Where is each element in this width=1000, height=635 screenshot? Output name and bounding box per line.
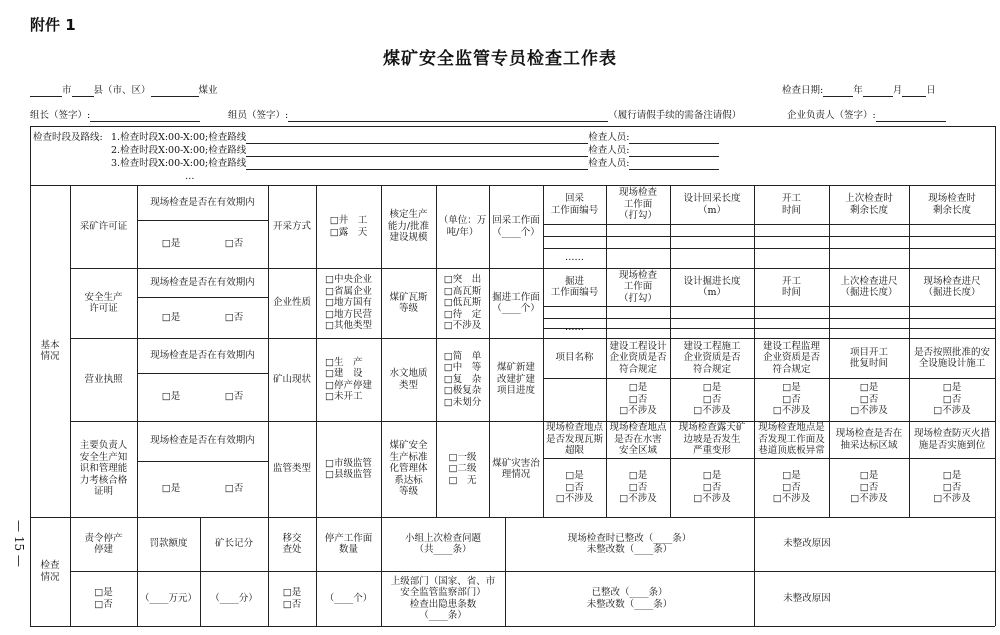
member-signature: 组员（签字）: （履行请假手续的需备注请假） [228,110,742,121]
upper-dept-issues-text: 上级部门（国家、省、市 安全监管监察部门） 检查出隐患条数 （____条） [390,575,496,621]
ellipsis-text: …… [565,252,584,264]
triple-option [543,458,606,517]
license-name-text: 主要负责人 安全生产知 识和管理能 力考核合格 证明 [79,440,128,498]
driving-col-header [543,268,606,306]
hazard-col-header-text: 现场检查地点是 否发现工作面及 巷道顶底板异常 [758,422,825,457]
attribute-label [268,268,316,338]
license-name-text: 安全生产 许可证 [84,291,123,314]
hydro-options-text: □简 单 □中 等 □复 杂 □极复杂 □未划分 [443,350,482,408]
project-col-header-text: 建设工程设计 企业资质是否 符合规定 [609,340,667,375]
driving-col-header-text: 设计掘进长度 （m） [683,275,741,298]
check-value-text: （____万元） [139,592,197,604]
triple-option [829,378,909,421]
yes-option [137,297,205,338]
attribute-label-text: 水文地质 类型 [389,368,428,391]
mining-col-header [829,185,909,224]
supervision-options [316,421,381,517]
routes-more: … [185,171,195,182]
gas-options-text: □突 出 □高瓦斯 □低瓦斯 □待 定 □不涉及 [443,274,482,332]
mining-col-header [670,185,754,224]
unrectified-reason-text: 未整改原因 [783,538,831,550]
attribute-label-text: 监管类型 [272,463,311,475]
triple-option-text: □是 □否 □不涉及 [555,470,594,505]
triple-option [670,378,754,421]
license-question [137,268,268,297]
mining-col-header-text: 上次检查时 剩余长度 [845,193,893,216]
attribute-label-text: 核定生产 能力/批准 建设规模 [387,209,430,244]
table-rule [543,236,995,237]
standard-options-text: □一级 □二级 □ 无 [448,451,477,486]
face-label-text: 掘进工作面 （____个） [492,291,540,314]
check-col-header-text: 罚款额度 [149,538,188,550]
field-rectification-text: 现场检查时已整改（____条） 未整改数（____条） [567,532,692,555]
face-label-text: 煤矿新建 改建扩建 项目进度 [496,362,535,397]
triple-option-text: □是 □否 □不涉及 [693,382,731,417]
leader-signature: 组长（签字）: [30,110,200,122]
no-option-text: □否 [224,391,244,403]
table-rule [543,224,995,225]
triple-option-text: □是 □否 □不涉及 [850,470,888,505]
hazard-col-header [543,421,606,458]
owner-signature: 企业负责人（签字）: [787,110,946,122]
table-rule [543,306,995,307]
status-options [316,338,381,421]
attachment-label: 附件 1 [30,16,76,34]
capacity-unit [436,185,489,268]
check-col-header-text: 停产工作面 数量 [324,532,373,555]
license-name-text: 采矿许可证 [79,220,128,232]
mining-col-header-text: 现场检查时 剩余长度 [928,193,976,216]
check-col-header [268,517,316,571]
license-question [137,185,268,220]
unrectified-reason-text: 未整改原因 [783,592,831,604]
capacity-unit-text: （单位：万 吨/年） [438,215,487,238]
triple-option-text: □是 □否 □不涉及 [772,470,811,505]
mining-col-header [754,185,829,224]
triple-option-text: □是 □否 □不涉及 [933,470,971,505]
triple-option-text: □是 □否 □不涉及 [619,470,657,505]
attribute-label [268,185,316,268]
mining-col-header [543,185,606,224]
attribute-label [268,338,316,421]
route-3: 3.检查时段X:00-X:00;检查路线 检查人员: [111,158,719,170]
project-col-header-text: 是否按照批准的安 全设施设计施工 [913,346,990,369]
project-col-header [829,338,909,378]
face-label-text: 煤矿灾害治 理情况 [492,457,540,480]
face-label [489,268,543,338]
face-label-text: 回采工作面 （____个） [492,215,540,238]
route-1: 1.检查时段X:00-X:00;检查路线 检查人员: [111,132,719,144]
route-2: 2.检查时段X:00-X:00;检查路线 检查人员: [111,145,719,157]
upper-dept-issues [381,571,505,626]
hazard-col-header-text: 现场检查地点 是否在水害 安全区域 [609,422,667,457]
face-label [489,338,543,421]
hazard-col-header [670,421,754,458]
status-options-text: □生 产 □建 设 □停产停建 □未开工 [325,356,372,402]
triple-option [754,458,829,517]
page-title: 煤矿安全监管专员检查工作表 [383,49,617,69]
yes-option [137,461,205,517]
header-location: 市 县（市、区） 煤业 [30,85,218,97]
mining-col-header-text: 开工 时间 [781,193,801,216]
project-col-header [670,338,754,378]
no-option [200,461,268,517]
check-value [268,571,316,626]
field-rectification [505,517,754,571]
project-col-header [754,338,829,378]
face-label [489,421,543,517]
license-question-text: 现场检查是否在有效期内 [150,435,255,447]
yes-option-text: □是 [161,311,181,323]
table-rule [543,248,995,249]
attribute-label [381,185,436,268]
triple-option [606,458,670,517]
triple-option [754,378,829,421]
group-last-issues [381,517,505,571]
driving-col-header-text: 上次检查进尺 （掘进长度） [840,275,898,298]
license-name [70,185,137,268]
check-col-header [137,517,200,571]
license-question [137,421,268,461]
basic-section-label-text: 基本 情况 [40,339,60,362]
hazard-col-header-text: 现场检查地点 是否发现瓦斯 超限 [545,422,603,457]
license-name [70,338,137,421]
mining-col-header-text: 设计回采长度 （m） [683,193,741,216]
driving-col-header [829,268,909,306]
project-col-header-text: 建设工程监理 企业资质是否 符合规定 [762,340,820,375]
no-option-text: □否 [224,311,244,323]
check-value [137,571,200,626]
rectified-count [505,571,754,626]
license-name-text: 营业执照 [84,373,123,385]
hazard-col-header-text: 现场检查露天矿 边坡是否发生 严重变形 [678,422,746,457]
rectified-count-text: 已整改（____条） 未整改数（____条） [586,587,673,610]
attribute-label [381,338,436,421]
yes-option-text: □是 [161,391,181,403]
inspection-date: 检查日期: 年 月 日 [782,85,936,96]
license-question-text: 现场检查是否在有效期内 [150,349,255,361]
check-value-text: （____个） [324,592,373,604]
table-rule [30,626,995,627]
hazard-col-header [606,421,670,458]
supervision-options-text: □市级监管 □县级监管 [325,457,372,480]
table-rule [543,328,995,329]
triple-option [909,458,995,517]
check-col-header-text: 矿长记分 [214,538,253,550]
no-option [200,220,268,268]
yes-option-text: □是 [161,238,181,250]
attribute-label-text: 煤矿瓦斯 等级 [389,291,428,314]
triple-option [829,458,909,517]
attribute-label [381,421,436,517]
hazard-col-header [909,421,995,458]
license-question [137,338,268,373]
group-last-issues-text: 小组上次检查问题 （共____条） [404,532,481,555]
yes-option [137,373,205,421]
driving-col-header [909,268,995,306]
check-section-label [30,517,70,626]
nature-options [316,268,381,338]
driving-col-header-text: 掘进 工作面编号 [550,275,599,298]
check-col-header-text: 责令停产 停建 [84,532,123,555]
mining-col-header [909,185,995,224]
license-name [70,268,137,338]
ellipsis [543,318,606,338]
project-col-header-text: 项目名称 [555,352,594,364]
no-option [200,373,268,421]
attribute-label [381,268,436,338]
check-value-text: □是 □否 [282,587,302,610]
mining-col-header [606,185,670,224]
check-value [316,571,381,626]
ellipsis-text: …… [565,322,584,334]
hazard-col-header [829,421,909,458]
project-col-header [909,338,995,378]
triple-option [606,378,670,421]
hazard-col-header-text: 现场检查防灭火措 施是否实施到位 [913,428,990,451]
check-value [200,571,268,626]
mining-method-options [316,185,381,268]
triple-option-text: □是 □否 □不涉及 [933,382,971,417]
check-col-header [200,517,268,571]
ellipsis [543,248,606,268]
attribute-label-text: 煤矿安全 生产标准 化管理体 系达标 等级 [389,440,428,498]
attribute-label-text: 矿山现状 [272,373,311,385]
driving-col-header [754,268,829,306]
check-value [70,571,137,626]
face-label [489,185,543,268]
project-col-header [606,338,670,378]
gas-options [436,268,489,338]
standard-options [436,421,489,517]
triple-option-text: □是 □否 □不涉及 [619,382,657,417]
triple-option-text: □是 □否 □不涉及 [772,382,811,417]
yes-option [137,220,205,268]
triple-option-text: □是 □否 □不涉及 [693,470,731,505]
routes-label: 检查时段及路线: [33,132,103,143]
check-section-label-text: 检查 情况 [40,560,60,583]
driving-col-header-text: 开工 时间 [781,275,801,298]
check-value-text: □是 □否 [94,587,113,610]
license-name [70,421,137,517]
mining-col-header-text: 现场检查 工作面 （打勾） [618,187,657,222]
triple-option [670,458,754,517]
project-col-header-text: 建设工程施工 企业资质是否 符合规定 [683,340,741,375]
hydro-options [436,338,489,421]
no-option-text: □否 [224,483,244,495]
table-rule [30,126,995,127]
check-value-text: （____分） [210,592,258,604]
license-question-text: 现场检查是否在有效期内 [150,276,255,288]
unrectified-reason [754,571,860,626]
yes-option-text: □是 [161,483,181,495]
license-question-text: 现场检查是否在有效期内 [150,196,255,208]
triple-option [909,378,995,421]
attribute-label-text: 企业性质 [272,297,311,309]
no-option [200,297,268,338]
unrectified-reason [754,517,860,571]
check-col-header-text: 移交 查处 [282,532,302,555]
driving-col-header-text: 现场检查进尺 （掘进长度） [923,275,981,298]
basic-section-label [30,185,70,517]
hazard-col-header [754,421,829,458]
check-col-header [316,517,381,571]
driving-col-header [670,268,754,306]
check-col-header [70,517,137,571]
driving-col-header-text: 现场检查 工作面 （打勾） [618,269,657,304]
driving-col-header [606,268,670,306]
project-col-header [543,338,606,378]
project-col-header-text: 项目开工 批复时间 [849,346,888,369]
mining-col-header-text: 回采 工作面编号 [550,193,599,216]
table-rule [543,318,995,319]
attribute-label [268,421,316,517]
table-rule [995,185,996,517]
hazard-col-header-text: 现场检查是否在 抽采达标区域 [835,428,903,451]
no-option-text: □否 [224,238,244,250]
attribute-label-text: 开采方式 [272,220,311,232]
mining-method-options-text: □井 工 □露 天 [329,215,368,238]
page-number: — 15 — [12,520,26,567]
nature-options-text: □中央企业 □省属企业 □地方国有 □地方民营 □其他类型 [325,274,372,332]
triple-option-text: □是 □否 □不涉及 [850,382,888,417]
